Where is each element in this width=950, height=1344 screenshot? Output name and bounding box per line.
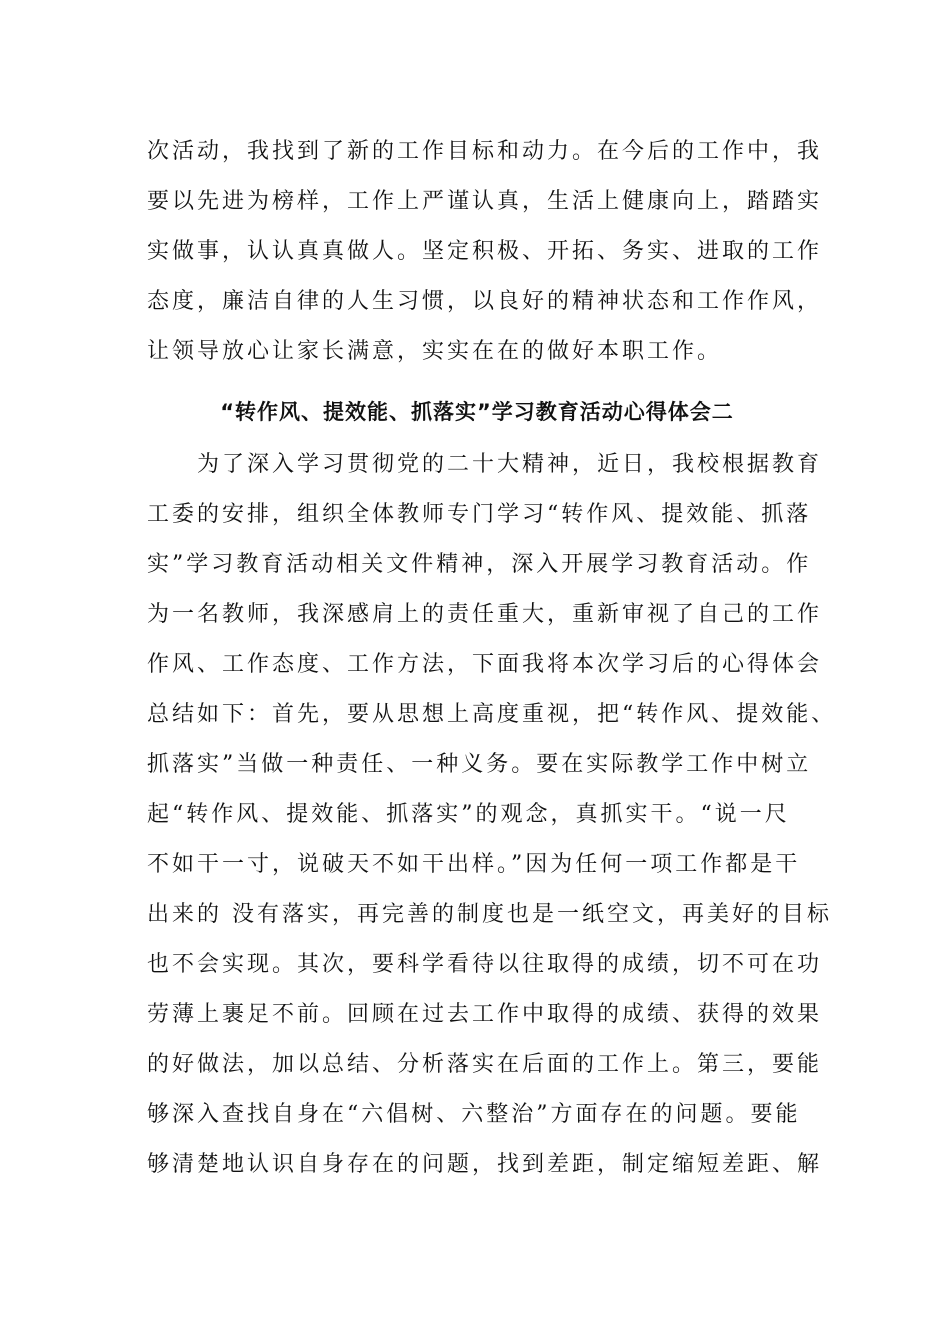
text-line: 态度，廉洁自律的人生习惯，以良好的精神状态和工作作风， bbox=[147, 289, 823, 314]
text-line: 次活动，我找到了新的工作目标和动力。在今后的工作中，我 bbox=[147, 139, 823, 164]
text-line: 总结如下：首先，要从思想上高度重视，把“转作风、提效能、 bbox=[147, 702, 837, 727]
text-line: 实”学习教育活动相关文件精神，深入开展学习教育活动。作 bbox=[147, 552, 812, 577]
text-line: 为了深入学习贯彻党的二十大精神，近日，我校根据教育 bbox=[147, 452, 823, 477]
text-line: 也不会实现。其次，要科学看待以往取得的成绩，切不可在功 bbox=[147, 952, 823, 977]
text-line: 不如干一寸，说破天不如干出样。”因为任何一项工作都是干 bbox=[147, 852, 801, 877]
text-line: 作风、工作态度、工作方法，下面我将本次学习后的心得体会 bbox=[147, 652, 823, 677]
text-line: 为一名教师，我深感肩上的责任重大，重新审视了自己的工作 bbox=[147, 602, 823, 627]
text-line: 劳薄上裹足不前。回顾在过去工作中取得的成绩、获得的效果 bbox=[147, 1002, 823, 1027]
text-line: 够深入查找自身在“六倡树、六整治”方面存在的问题。要能 bbox=[147, 1102, 801, 1127]
text-line: 实做事，认认真真做人。坚定积极、开拓、务实、进取的工作 bbox=[147, 239, 823, 264]
text-line: 的好做法，加以总结、分析落实在后面的工作上。第三，要能 bbox=[147, 1052, 823, 1077]
text-line: 要以先进为榜样，工作上严谨认真，生活上健康向上，踏踏实 bbox=[147, 189, 823, 214]
text-line: 工委的安排，组织全体教师专门学习“转作风、提效能、抓落 bbox=[147, 502, 812, 527]
text-line: 抓落实”当做一种责任、一种义务。要在实际教学工作中树立 bbox=[147, 752, 812, 777]
section-title: “转作风、提效能、抓落实”学习教育活动心得体会二 bbox=[220, 400, 734, 424]
text-line: 够清楚地认识自身存在的问题，找到差距，制定缩短差距、解 bbox=[147, 1152, 823, 1177]
text-line: 出来的 没有落实，再完善的制度也是一纸空文，再美好的目标 bbox=[147, 902, 832, 927]
text-line: 起“转作风、提效能、抓落实”的观念，真抓实干。“说一尺 bbox=[147, 802, 790, 827]
text-line: 让领导放心让家长满意，实实在在的做好本职工作。 bbox=[147, 339, 723, 364]
